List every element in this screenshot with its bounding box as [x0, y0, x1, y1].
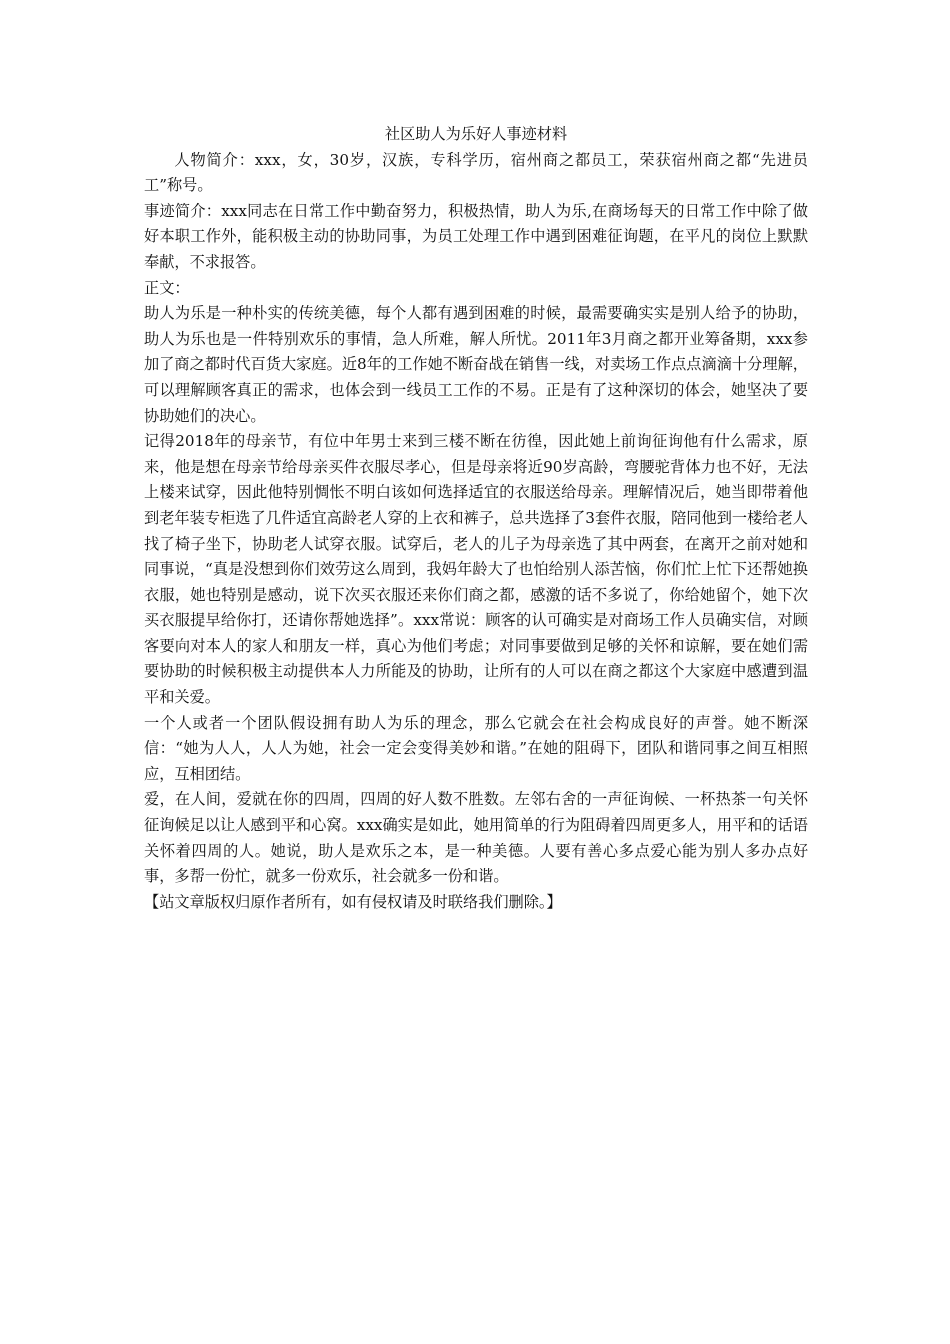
body-paragraph: 爱，在人间，爱就在你的四周，四周的好人数不胜数。左邻右舍的一声征询候、一杯热茶一句关怀征询候足以让人感到平和心窝。xxx确实是如此，她用简单的行为阻碍着四周更多人，用平和的话语关怀着四周的人。她说，助人是欢乐之本，是一种美德。人要有善心多点爱心能为别人多办点好事，多帮一份忙，就多一份欢乐，社会就多一份和谐。 [144, 790, 808, 886]
summary-paragraph: 事迹简介：xxx同志在日常工作中勤奋努力，积极热情，助人为乐,在商场每天的日常工作中除了做好本职工作外，能积极主动的协助同事，为员工处理工作中遇到困难征询题，在平凡的岗位上默默奉献，不求报答。 [144, 201, 808, 271]
body-paragraph: 记得2018年的母亲节，有位中年男士来到三楼不断在彷徨，因此她上前询征询他有什么需求，原来，他是想在母亲节给母亲买件衣服尽孝心，但是母亲将近90岁高龄，弯腰驼背体力也不好，无法上楼来试穿，因此他特别惆怅不明白该如何选择适宜的衣服送给母亲。理解情况后，她当即带着他到老年装专柜选了几件适宜高龄老人穿的上衣和裤子，总共选择了3套件衣服，陪同他到一楼给老人找了椅子坐下，协助老人试穿衣服。试穿后，老人的儿子为母亲选了其中两套，在离开之前对她和同事说，“真是没想到你们效劳这么周到，我妈年龄大了也怕给别人添苦恼，你们忙上忙下还帮她换衣服，她也特别是感动，说下次买衣服还来你们商之都，感激的话不多说了，你给她留个，她下次买衣服提早给你打，还请你帮她选择”。xxx常说：顾客的认可确实是对商场工作人员确实信，对顾客要向对本人的家人和朋友一样，真心为他们考虑；对同事要做到足够的关怀和谅解，要在她们需要协助的时候积极主动提供本人力所能及的协助，让所有的人可以在商之都这个大家庭中感遭到温平和关爱。 [144, 432, 808, 707]
body-paragraph: 助人为乐是一种朴实的传统美德，每个人都有遇到困难的时候，最需要确实实是别人给予的协助，助人为乐也是一件特别欢乐的事情，急人所难，解人所忧。2011年3月商之都开业筹备期，xxx参加了商之都时代百货大家庭。近8年的工作她不断奋战在销售一线，对卖场工作点点滴滴十分理解，可以理解顾客真正的需求，也体会到一线员工工作的不易。正是有了这种深切的体会，她坚决了要协助她们的决心。 [144, 304, 808, 425]
body-paragraph: 一个人或者一个团队假设拥有助人为乐的理念，那么它就会在社会构成良好的声誉。她不断深信：“她为人人，人人为她，社会一定会变得美妙和谐。”在她的阻碍下，团队和谐同事之间互相照应，互相团结。 [144, 713, 808, 783]
profile-paragraph: 人物简介：xxx，女，30岁，汉族，专科学历，宿州商之都员工，荣获宿州商之都“先进员工”称号。 [144, 150, 808, 195]
copyright-note: 【站文章版权归原作者所有，如有侵权请及时联络我们删除。】 [144, 892, 562, 911]
document-body [144, 122, 808, 915]
document-title: 社区助人为乐好人事迹材料 [384, 125, 568, 143]
body-heading: 正文： [144, 278, 190, 297]
